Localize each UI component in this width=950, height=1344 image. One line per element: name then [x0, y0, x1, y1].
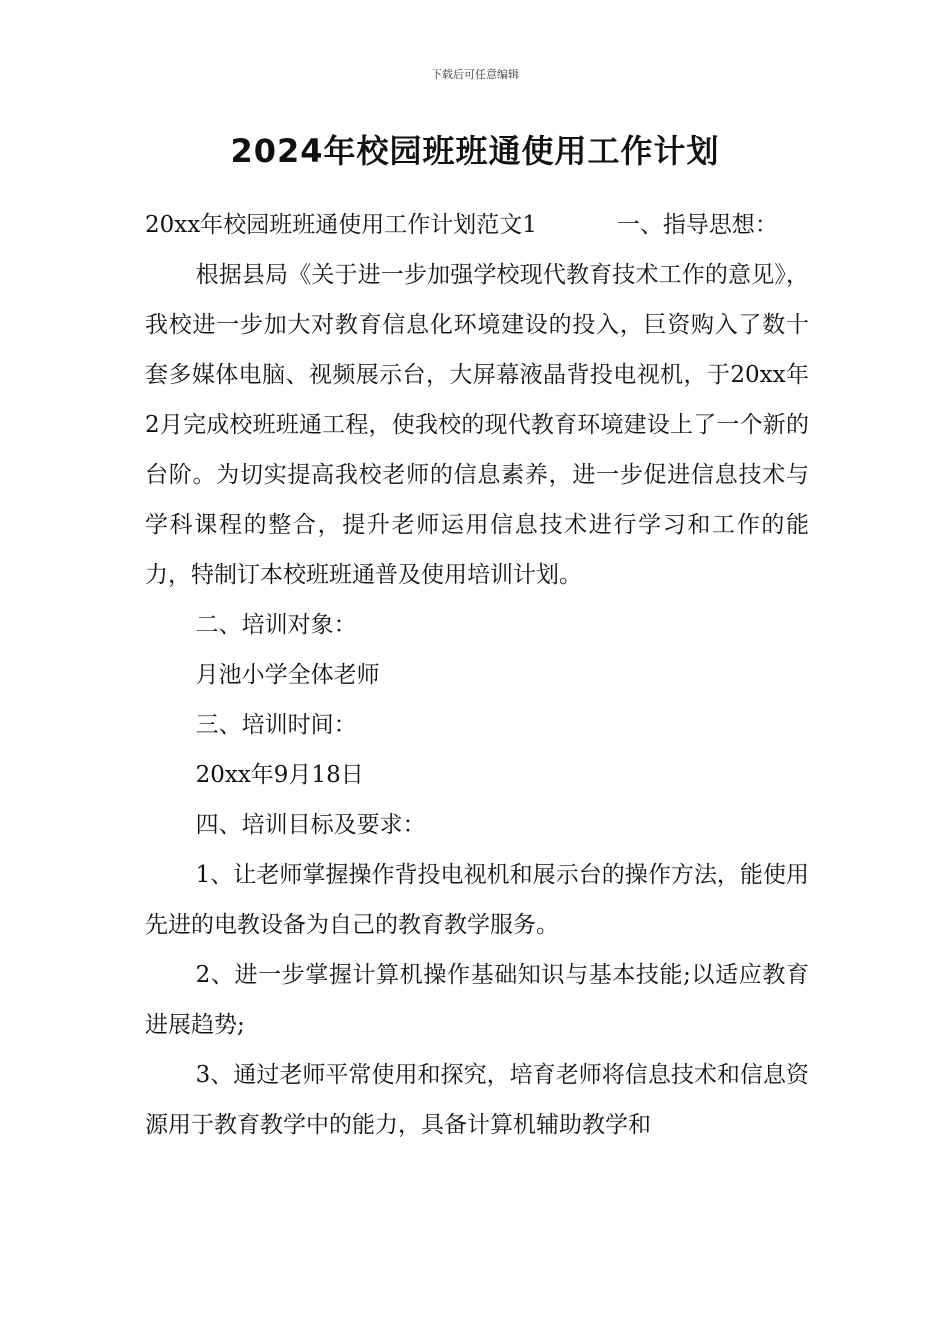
intro-line [145, 200, 809, 250]
paragraph-guiding-content: 根据县局《关于进一步加强学校现代教育技术工作的意见》，我校进一步加大对教育信息化环境建设的投入，巨资购入了数十套多媒体电脑、视频展示台，大屏幕液晶背投电视机，于20xx年2月完成校班班通工程，使我校的现代教育环境建设上了一个新的台阶。为切实提高我校老师的信息素养，进一步促进信息技术与学科课程的整合，提升老师运用信息技术进行学习和工作的能力，特制订本校班班通普及使用培训计划。 [145, 262, 809, 588]
goal-item-1: 1、让老师掌握操作背投电视机和展示台的操作方法，能使用先进的电教设备为自己的教育教学服务。 [145, 862, 809, 938]
section-heading-time: 三、培训时间： [195, 712, 357, 738]
intro-label: 20xx年校园班班通使用工作计划范文1 [145, 212, 537, 238]
paragraph-time: 20xx年9月18日 [195, 762, 364, 788]
document-title: 2024年校园班班通使用工作计划 [230, 132, 720, 170]
paragraph-targets: 月池小学全体老师 [195, 662, 380, 688]
goal-item-3: 3、通过老师平常使用和探究，培育老师将信息技术和信息资源用于教育教学中的能力，具备计算机辅助教学和 [145, 1062, 809, 1138]
header-note: 下载后可任意编辑 [431, 68, 519, 81]
goal-item-2: 2、进一步掌握计算机操作基础知识与基本技能;以适应教育进展趋势; [145, 962, 809, 1038]
section-heading-guiding: 一、指导思想： [616, 212, 778, 238]
section-heading-targets: 二、培训对象： [195, 612, 357, 638]
section-heading-goals: 四、培训目标及要求： [195, 812, 426, 838]
document-body [145, 200, 809, 1150]
